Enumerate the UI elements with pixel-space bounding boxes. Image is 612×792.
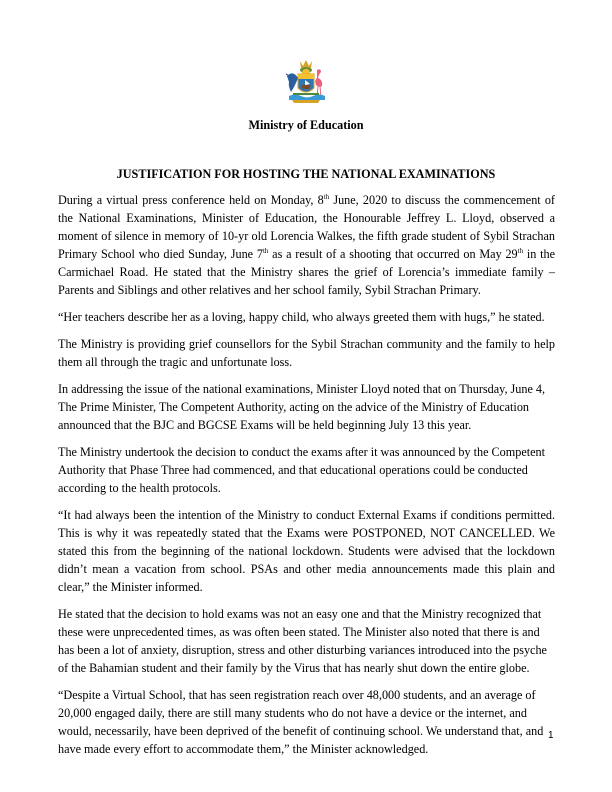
paragraph-text: as a result of a shooting that occurred on May 29 (268, 247, 518, 261)
ministry-name: Ministry of Education (248, 118, 364, 132)
paragraph-text: During a virtual press conference held on Monday, 8 (58, 193, 324, 207)
paragraph-teachers-quote: “Her teachers describe her as a loving, happy child, who always greeted them with hugs,” he stated. (58, 310, 545, 324)
paragraph-virtual-school-quote: “Despite a Virtual School, that has seen registration reach over 48,000 students, and an average of 20,000 engaged daily, there are still many students who do not have a device or the internet, and would, necessarily, have been deprived of the benefit of continuing school. We understand that, and have made every effort to accommodate them,” the Minister acknowledged. (58, 688, 544, 756)
body-text (58, 191, 555, 767)
page-number: 1 (548, 730, 554, 741)
document-title: JUSTIFICATION FOR HOSTING THE NATIONAL EXAMINATIONS (116, 167, 496, 181)
paragraph-text: in the Carmichael Road. He stated that the Ministry shares the grief of Lorencia’s immediate family – Parents and Siblings and other relatives and her school family, Sybil Strachan Primary. (58, 247, 555, 297)
ordinal-suffix: th (262, 246, 269, 255)
paragraph-grief-counsellors: The Ministry is providing grief counsellors for the Sybil Strachan community and the family to help them all through the tragic and unfortunate loss. (58, 337, 555, 369)
bahamas-coat-of-arms-icon (283, 58, 329, 104)
ordinal-suffix: th (323, 192, 330, 201)
paragraph-text: June, 2020 to discuss the commencement of the National Examinations, Minister of Education, the Honourable Jeffrey L. Lloyd, observed a moment of silence in memory of 10-yr old Lorencia Walkes, the fifth grade student of Sybil Strachan Primary School who died Sunday, June 7 (58, 193, 555, 261)
paragraph-exam-announcement: In addressing the issue of the national examinations, Minister Lloyd noted that on Thursday, June 4, The Prime Minister, The Competent Authority, acting on the advice of the Ministry of Education announced that the BJC and BGCSE Exams will be held beginning July 13 this year. (58, 382, 546, 432)
paragraph-minister-quote-postponed: “It had always been the intention of the Ministry to conduct External Exams if conditions permitted. This is why it was repeatedly stated that the Exams were POSTPONED, NOT CANCELLED. We stated this from the beginning of the national lockdown. Students were advised that the lockdown didn’t mean a vacation from school. PSAs and other media announcements made this plain and clear,” the Minister informed. (58, 508, 555, 594)
ordinal-suffix: th (517, 246, 524, 255)
paragraph-unprecedented-times: He stated that the decision to hold exams was not an easy one and that the Ministry recognized that these were unprecedented times, as was often been stated. The Minister also noted that there is and has been a lot of anxiety, disruption, stress and other disturbing variances introduced into the psyche of the Bahamian student and their family by the Virus that has nearly shut down the entire globe. (58, 607, 547, 675)
paragraph-ministry-decision: The Ministry undertook the decision to conduct the exams after it was announced by the Competent Authority that Phase Three had commenced, and that educational operations could be conducted according to the health protocols. (58, 445, 546, 495)
paragraph-press-conference (58, 191, 555, 299)
